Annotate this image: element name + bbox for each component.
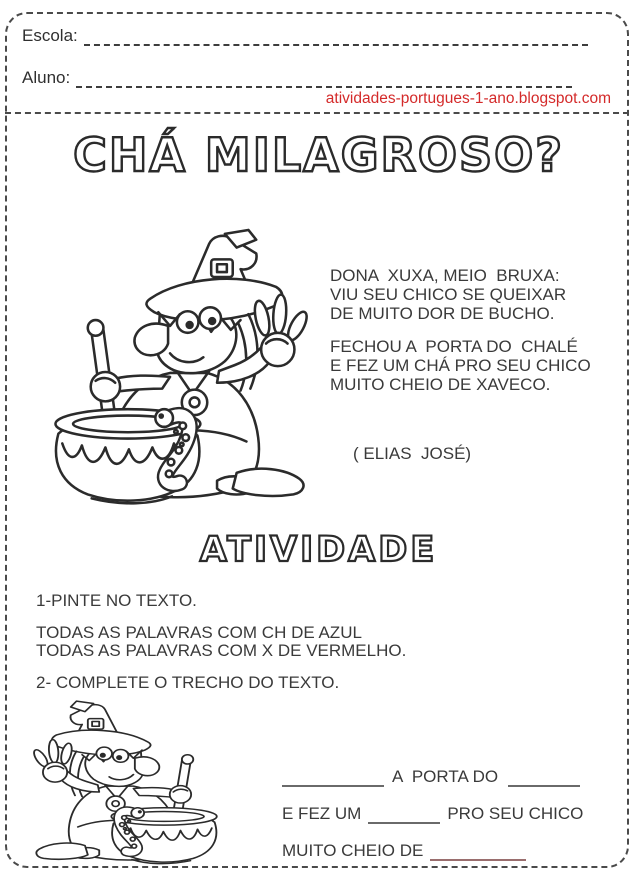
site-credit-url: atividades-portugues-1-ano.blogspot.com xyxy=(325,90,611,107)
fill-line-2-post: PRO SEU CHICO xyxy=(447,804,584,823)
fill-in-section xyxy=(282,750,583,861)
activity-heading: ATIVIDADE xyxy=(199,530,438,570)
poem-line: DE MUITO DOR DE BUCHO. xyxy=(330,304,555,323)
poem-stanza-1 xyxy=(330,266,591,323)
fill-line-2 xyxy=(282,787,583,824)
witch-stirring-cauldron-illustration xyxy=(12,228,332,514)
instruction-task-1: 1-PINTE NO TEXTO. xyxy=(36,591,197,610)
poem-line: VIU SEU CHICO SE QUEIXAR xyxy=(330,285,567,304)
worksheet-title: CHÁ MILAGROSO? xyxy=(73,128,564,182)
fill-line-2-pre: E FEZ UM xyxy=(282,804,362,823)
school-write-line[interactable] xyxy=(84,26,588,46)
poem-text xyxy=(330,266,591,408)
fill-blank-2[interactable] xyxy=(508,771,580,787)
fill-blank-1[interactable] xyxy=(282,771,384,787)
fill-line-1 xyxy=(282,750,583,787)
fill-blank-3[interactable] xyxy=(368,808,440,824)
witch-stirring-cauldron-illustration-small xyxy=(18,700,246,870)
poem-line: FECHOU A PORTA DO CHALÉ xyxy=(330,337,578,356)
header-divider-line xyxy=(5,112,629,114)
fill-line-1-text: A PORTA DO xyxy=(392,767,499,786)
poem-author: ( ELIAS JOSÉ) xyxy=(353,444,472,463)
student-label: Aluno: xyxy=(22,68,71,87)
school-label: Escola: xyxy=(22,26,78,45)
student-field-row xyxy=(22,68,572,88)
instruction-task-2: 2- COMPLETE O TRECHO DO TEXTO. xyxy=(36,673,340,692)
activity-instructions xyxy=(36,592,406,692)
instruction-task-1-detail-2: TODAS AS PALAVRAS COM X DE VERMELHO. xyxy=(36,641,407,660)
poem-stanza-2 xyxy=(330,337,591,394)
instruction-task-1-detail-1: TODAS AS PALAVRAS COM CH DE AZUL xyxy=(36,623,362,642)
fill-line-3 xyxy=(282,824,583,861)
poem-line: E FEZ UM CHÁ PRO SEU CHICO xyxy=(330,356,591,375)
fill-line-3-pre: MUITO CHEIO DE xyxy=(282,841,424,860)
poem-line: DONA XUXA, MEIO BRUXA: xyxy=(330,266,560,285)
school-field-row xyxy=(22,26,588,46)
fill-blank-4[interactable] xyxy=(430,845,526,861)
poem-line: MUITO CHEIO DE XAVECO. xyxy=(330,375,551,394)
student-write-line[interactable] xyxy=(76,68,572,88)
